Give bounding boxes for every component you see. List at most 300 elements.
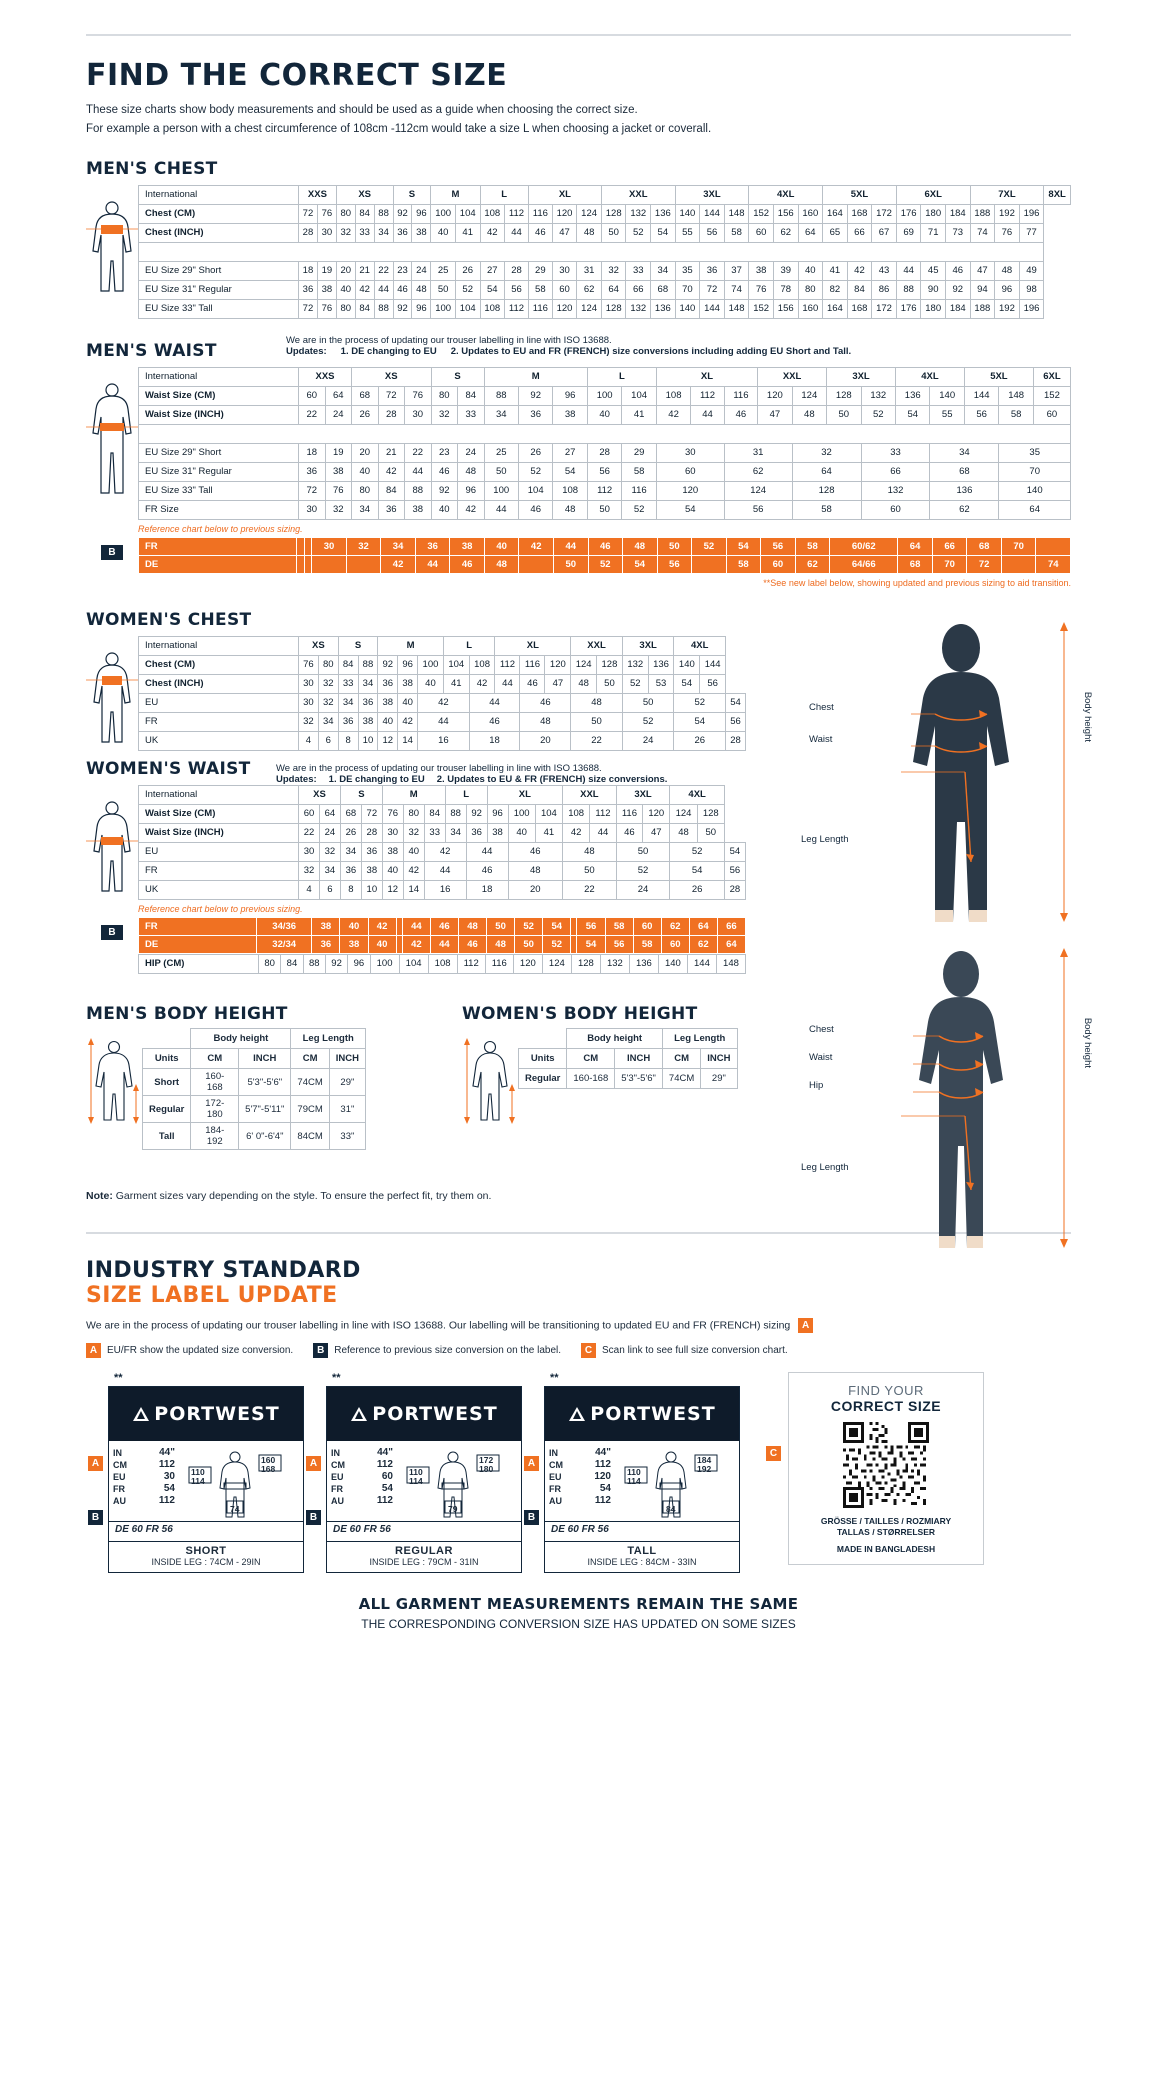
cell: 112 — [587, 482, 621, 501]
cell: 180 — [921, 205, 946, 224]
side-tag-b-2: B — [306, 1510, 321, 1525]
cell: 76 — [995, 224, 1020, 243]
cell: 47 — [552, 224, 577, 243]
cell: 132 — [626, 205, 651, 224]
cell: 49 — [1019, 262, 1044, 281]
cell — [297, 538, 305, 556]
cell: 60 — [661, 936, 689, 954]
female-chest-label: Chest — [809, 1024, 834, 1035]
cell: 128 — [697, 805, 724, 824]
cell: 52 — [543, 936, 571, 954]
legend-item-c — [581, 1343, 788, 1358]
label-sizes-1 — [113, 1447, 175, 1521]
fit-note — [86, 1190, 746, 1202]
cell: 34 — [445, 824, 466, 843]
cell: 72 — [299, 482, 326, 501]
label-box-tall — [544, 1386, 740, 1573]
cell: 8 — [340, 881, 361, 900]
cell: 92 — [518, 387, 552, 406]
cell: 54 — [674, 675, 700, 694]
col-body-height: Body height — [191, 1029, 291, 1049]
cell: 192 — [995, 300, 1020, 319]
size-val: 44" — [159, 1447, 175, 1458]
cell: 184 — [945, 205, 970, 224]
cell: 160-168 — [567, 1069, 615, 1089]
size-key: CM — [549, 1460, 563, 1470]
cell: 60/62 — [830, 538, 898, 556]
cell: 54 — [724, 843, 745, 862]
size-val: 54 — [163, 1483, 175, 1494]
cell: 116 — [528, 205, 552, 224]
label-bottom-2 — [327, 1541, 521, 1572]
table-header-row — [139, 637, 746, 656]
table-header-row — [139, 368, 1071, 387]
table-row — [139, 656, 746, 675]
womens-height-figure — [462, 1028, 518, 1124]
cell: 32 — [325, 501, 352, 520]
cell: 40 — [798, 262, 823, 281]
cell: 62 — [661, 918, 689, 936]
size-4xl: 4XL — [749, 186, 823, 205]
fit-name-2: REGULAR — [395, 1545, 453, 1557]
cell: 46 — [393, 281, 412, 300]
cell: 124 — [542, 955, 571, 974]
cell: 164 — [823, 205, 848, 224]
cell: 60 — [861, 501, 930, 520]
cell: 33 — [458, 406, 485, 425]
cell: 64 — [999, 501, 1071, 520]
box-right-bottom: 180 — [479, 1464, 494, 1474]
size-val: 30 — [163, 1471, 175, 1482]
cell: 18 — [469, 732, 520, 751]
table-row — [139, 675, 746, 694]
cell: 148 — [724, 205, 749, 224]
table-row — [139, 300, 1071, 319]
cell: 64 — [717, 936, 745, 954]
industry-section — [0, 1258, 1157, 1631]
cell — [304, 538, 312, 556]
womens-body-height-table — [518, 1028, 738, 1089]
cell: 68 — [651, 281, 676, 300]
unit-inch: INCH — [615, 1049, 663, 1069]
cell: 40 — [378, 713, 398, 732]
cell: 55 — [930, 406, 964, 425]
cell: 21 — [355, 262, 374, 281]
table-row — [139, 805, 746, 824]
cell: 40 — [340, 918, 368, 936]
table-row — [139, 556, 1071, 574]
cell: 44 — [896, 262, 921, 281]
cell: 62 — [577, 281, 602, 300]
cell: 84 — [458, 387, 485, 406]
note-word: Note: — [86, 1190, 113, 1202]
cell: 48 — [508, 862, 563, 881]
cell: 60 — [761, 556, 796, 574]
body-height-section — [86, 1004, 746, 1150]
cell: 30 — [299, 501, 326, 520]
brand-name-3: PORTWEST — [590, 1403, 716, 1425]
cell: 73 — [945, 224, 970, 243]
cell: 23 — [393, 262, 412, 281]
cell: 23 — [431, 444, 458, 463]
table-row — [139, 205, 1071, 224]
unit-cm-leg: CM — [291, 1049, 329, 1069]
cell: 196 — [1019, 205, 1044, 224]
size-val: 44" — [595, 1447, 611, 1458]
cell: 74CM — [291, 1069, 329, 1096]
size-3xl: 3XL — [622, 637, 674, 656]
cell: 42 — [656, 406, 690, 425]
cell: 38 — [412, 224, 431, 243]
cell: 18 — [466, 881, 508, 900]
cell: 56 — [505, 281, 529, 300]
cell: 76 — [317, 205, 336, 224]
cell: 47 — [970, 262, 995, 281]
cell: 56 — [761, 538, 796, 556]
cell: 56 — [724, 862, 745, 881]
cell: 124 — [670, 805, 697, 824]
cell: 66 — [847, 224, 872, 243]
fit-name-1: SHORT — [185, 1545, 227, 1557]
cell: 100 — [587, 387, 621, 406]
cell: 58 — [528, 281, 552, 300]
size-val: 112 — [376, 1459, 393, 1470]
cell: 10 — [361, 881, 382, 900]
industry-heading-2: SIZE LABEL UPDATE — [86, 1283, 338, 1308]
cell: 140 — [658, 955, 687, 974]
cell: 54 — [896, 406, 930, 425]
cell: 50 — [827, 406, 861, 425]
cell: 46 — [520, 694, 571, 713]
cell: 84 — [847, 281, 872, 300]
cell: 100 — [484, 482, 518, 501]
cell: 38 — [398, 675, 418, 694]
row-label: Waist Size (INCH) — [139, 824, 299, 843]
qr-card[interactable] — [788, 1372, 984, 1565]
cell: 47 — [643, 824, 670, 843]
table-row — [139, 918, 746, 936]
cell: 62 — [689, 936, 717, 954]
box-left-top: 110 — [627, 1467, 641, 1477]
row-label: Chest (CM) — [139, 656, 299, 675]
cell: 58 — [622, 463, 656, 482]
cell: 72 — [967, 556, 1002, 574]
cell: 16 — [418, 732, 470, 751]
cell: 60 — [552, 281, 577, 300]
update-lead: We are in the process of updating our trouser labelling in line with ISO 13688. — [286, 335, 612, 346]
cell: 40 — [508, 824, 535, 843]
cell: 58 — [999, 406, 1033, 425]
cell: 34 — [340, 843, 361, 862]
row-label: EU Size 29" Short — [139, 262, 299, 281]
cell: 30 — [299, 694, 319, 713]
cell: 92 — [945, 281, 970, 300]
cell: 12 — [378, 732, 398, 751]
cell: 22 — [299, 824, 320, 843]
cell: 28 — [361, 824, 382, 843]
cell: 96 — [348, 955, 370, 974]
cell: 54 — [726, 694, 746, 713]
col-leg-length: Leg Length — [662, 1029, 737, 1049]
cell: 44 — [469, 694, 520, 713]
asterisks-1: ** — [114, 1372, 123, 1384]
cell: 82 — [823, 281, 848, 300]
cell: 120 — [552, 205, 577, 224]
size-xxs: XXS — [299, 186, 337, 205]
cell: 54 — [623, 556, 658, 574]
side-tag-c: C — [766, 1446, 781, 1461]
cell: 24 — [412, 262, 431, 281]
mens-chest-table — [138, 185, 1071, 319]
cell: 88 — [374, 300, 393, 319]
cell: 22 — [299, 406, 326, 425]
cell: 56 — [700, 675, 726, 694]
cell: 44 — [415, 556, 450, 574]
cell: 88 — [358, 656, 378, 675]
cell: 44 — [691, 406, 724, 425]
womens-body-height-block — [462, 1004, 742, 1150]
cell: 38 — [340, 936, 368, 954]
cell: 24 — [616, 881, 670, 900]
qr-code-icon[interactable] — [843, 1422, 929, 1508]
cell: 44 — [430, 936, 458, 954]
industry-intro-text: We are in the process of updating our trouser labelling in line with ISO 13688. Our labelling will be transitioning to updated EU and FR (FRENCH) sizing — [86, 1319, 791, 1332]
cell: 48 — [487, 936, 515, 954]
box-left-values-1 — [191, 1468, 205, 1486]
cell: 32 — [336, 224, 355, 243]
table-row — [519, 1069, 738, 1089]
size-val: 120 — [594, 1471, 611, 1482]
cell: 42 — [355, 281, 374, 300]
cell: 68 — [898, 556, 933, 574]
cell: 20 — [352, 444, 379, 463]
cell: 42 — [368, 918, 396, 936]
mens-height-figure — [86, 1028, 142, 1124]
size-val: 44" — [377, 1447, 393, 1458]
cell: 36 — [378, 501, 405, 520]
cell: 38 — [358, 713, 378, 732]
size-key: AU — [331, 1496, 344, 1506]
cell: 38 — [317, 281, 336, 300]
cell: 28 — [587, 444, 621, 463]
cell: 44 — [484, 501, 518, 520]
body-figures-column — [801, 622, 1093, 1262]
table-header-row — [519, 1029, 738, 1049]
cell — [304, 556, 312, 574]
table-row — [139, 281, 1071, 300]
cell: 88 — [484, 387, 518, 406]
box-right-bottom: 192 — [697, 1464, 712, 1474]
box-left-values-3 — [627, 1468, 641, 1486]
table-row — [139, 824, 746, 843]
cell: 52 — [861, 406, 895, 425]
cell: 30 — [656, 444, 724, 463]
womens-chest-heading: WOMEN'S CHEST — [86, 610, 252, 630]
cell: 112 — [691, 387, 724, 406]
size-key: IN — [331, 1448, 340, 1458]
cell: 42 — [402, 936, 430, 954]
female-body-figure — [801, 948, 1093, 1248]
size-m: M — [431, 186, 480, 205]
intro-line-1: These size charts show body measurements and should be used as a guide when choosing the correct size. — [86, 104, 638, 116]
cell: 33 — [355, 224, 374, 243]
cell: 136 — [651, 205, 676, 224]
cell: 132 — [600, 955, 629, 974]
cell: 62 — [795, 556, 830, 574]
cell: 36 — [358, 694, 378, 713]
cell: 10 — [358, 732, 378, 751]
cell: 54 — [543, 918, 571, 936]
cell: 65 — [823, 224, 848, 243]
cell: 128 — [792, 482, 861, 501]
cell: 36 — [378, 675, 398, 694]
cell: 176 — [896, 205, 921, 224]
cell: 56 — [657, 556, 692, 574]
cell: 96 — [487, 805, 508, 824]
row-label: EU Size 31" Regular — [139, 463, 299, 482]
cell: 22 — [571, 732, 623, 751]
cell: 68 — [352, 387, 379, 406]
cell: 36 — [466, 824, 487, 843]
size-key: IN — [549, 1448, 558, 1458]
cell: 72 — [299, 300, 318, 319]
cell: 32 — [601, 262, 626, 281]
cell: 176 — [896, 300, 921, 319]
cell: 128 — [571, 955, 600, 974]
size-val: 60 — [381, 1471, 393, 1482]
cell: 70 — [675, 281, 700, 300]
table-header-row — [139, 186, 1071, 205]
cell: 92 — [393, 205, 412, 224]
cell: 124 — [577, 300, 602, 319]
cell: 37 — [724, 262, 749, 281]
row-label: Chest (INCH) — [139, 675, 299, 694]
cell: 14 — [398, 732, 418, 751]
table-row — [139, 843, 746, 862]
cell: 44 — [374, 281, 393, 300]
legend-b-text: Reference to previous size conversion on the label. — [334, 1345, 562, 1356]
mens-waist-footnote: **See new label below, showing updated and previous sizing to aid transition. — [763, 578, 1071, 588]
cell: 50 — [431, 281, 456, 300]
cell: 46 — [520, 675, 545, 694]
de-fr-line-2: DE 60 FR 56 — [327, 1521, 521, 1537]
cell: 66 — [717, 918, 745, 936]
cell: 40 — [403, 843, 424, 862]
cell: 140 — [675, 205, 700, 224]
cell: 50 — [553, 556, 588, 574]
row-label: EU Size 33" Tall — [139, 300, 299, 319]
size-val: 112 — [594, 1495, 611, 1506]
row-label: HIP (CM) — [139, 955, 259, 974]
box-left-bottom: 114 — [191, 1476, 205, 1486]
cell: 50 — [697, 824, 724, 843]
size-xxs: XXS — [299, 368, 352, 387]
cell: 58 — [633, 936, 661, 954]
cell: 140 — [674, 656, 700, 675]
female-hip-label: Hip — [809, 1080, 824, 1091]
cell: 40 — [398, 694, 418, 713]
female-leg-label: Leg Length — [801, 1162, 849, 1173]
cell: 152 — [1033, 387, 1070, 406]
table-header-row — [143, 1049, 366, 1069]
cell: 42 — [403, 862, 424, 881]
cell: 26 — [518, 444, 552, 463]
cell: 27 — [480, 262, 505, 281]
cell: 84CM — [291, 1123, 329, 1150]
cell: 42 — [378, 463, 405, 482]
cell: 72 — [378, 387, 405, 406]
cell: 112 — [590, 805, 616, 824]
size-val: 112 — [594, 1459, 611, 1470]
female-waist-label: Waist — [809, 1052, 833, 1063]
cell: 40 — [431, 501, 458, 520]
cell: 36 — [518, 406, 552, 425]
cell: 48 — [571, 694, 623, 713]
unit-inch-leg: INCH — [329, 1049, 365, 1069]
label-figure-1 — [175, 1447, 299, 1521]
cell: 192 — [995, 205, 1020, 224]
cell: 47 — [758, 406, 792, 425]
mens-waist-ref-note: Reference chart below to previous sizing. — [138, 524, 303, 534]
cell: 50 — [571, 713, 623, 732]
cell: 52 — [692, 538, 727, 556]
cell: 40 — [484, 538, 519, 556]
cell: 44 — [553, 538, 588, 556]
cell: 100 — [431, 300, 456, 319]
row-label: UK — [139, 881, 299, 900]
box-right-bottom: 168 — [261, 1464, 276, 1474]
cell: 72 — [299, 205, 318, 224]
womens-chest-table — [138, 636, 746, 751]
row-label: Chest (INCH) — [139, 224, 299, 243]
cell: 60 — [1033, 406, 1070, 425]
size-xxl: XXL — [563, 786, 617, 805]
male-waist-label: Waist — [809, 734, 833, 745]
cell: 104 — [455, 300, 480, 319]
cell: 26 — [674, 732, 726, 751]
updates-word: Updates: — [286, 346, 327, 357]
cell: 152 — [749, 300, 774, 319]
legend-row — [86, 1343, 1071, 1358]
cell: 33 — [861, 444, 930, 463]
cell: 30 — [382, 824, 403, 843]
female-height-label: Body height — [1082, 1017, 1093, 1068]
cell: 50 — [563, 862, 617, 881]
cell: 48 — [670, 824, 697, 843]
cell: 80 — [336, 205, 355, 224]
label-examples — [91, 1372, 1071, 1573]
size-val: 112 — [158, 1495, 175, 1506]
cell: 44 — [402, 918, 430, 936]
qr-title-2: CORRECT SIZE — [830, 1398, 942, 1414]
row-label: EU — [139, 694, 299, 713]
cell: 78 — [773, 281, 798, 300]
label-sizes-3 — [549, 1447, 611, 1521]
size-val: 112 — [376, 1495, 393, 1506]
brand-bar-1 — [109, 1387, 303, 1441]
cell: 33 — [626, 262, 651, 281]
cell: 94 — [970, 281, 995, 300]
cell: 144 — [700, 656, 726, 675]
cell: 28 — [726, 732, 746, 751]
cell: 108 — [469, 656, 495, 675]
cell: 100 — [370, 955, 399, 974]
box-right-values-1 — [261, 1456, 275, 1474]
cell: 52 — [622, 675, 648, 694]
cell: 27 — [553, 444, 587, 463]
cell: 112 — [505, 300, 529, 319]
size-m: M — [382, 786, 445, 805]
